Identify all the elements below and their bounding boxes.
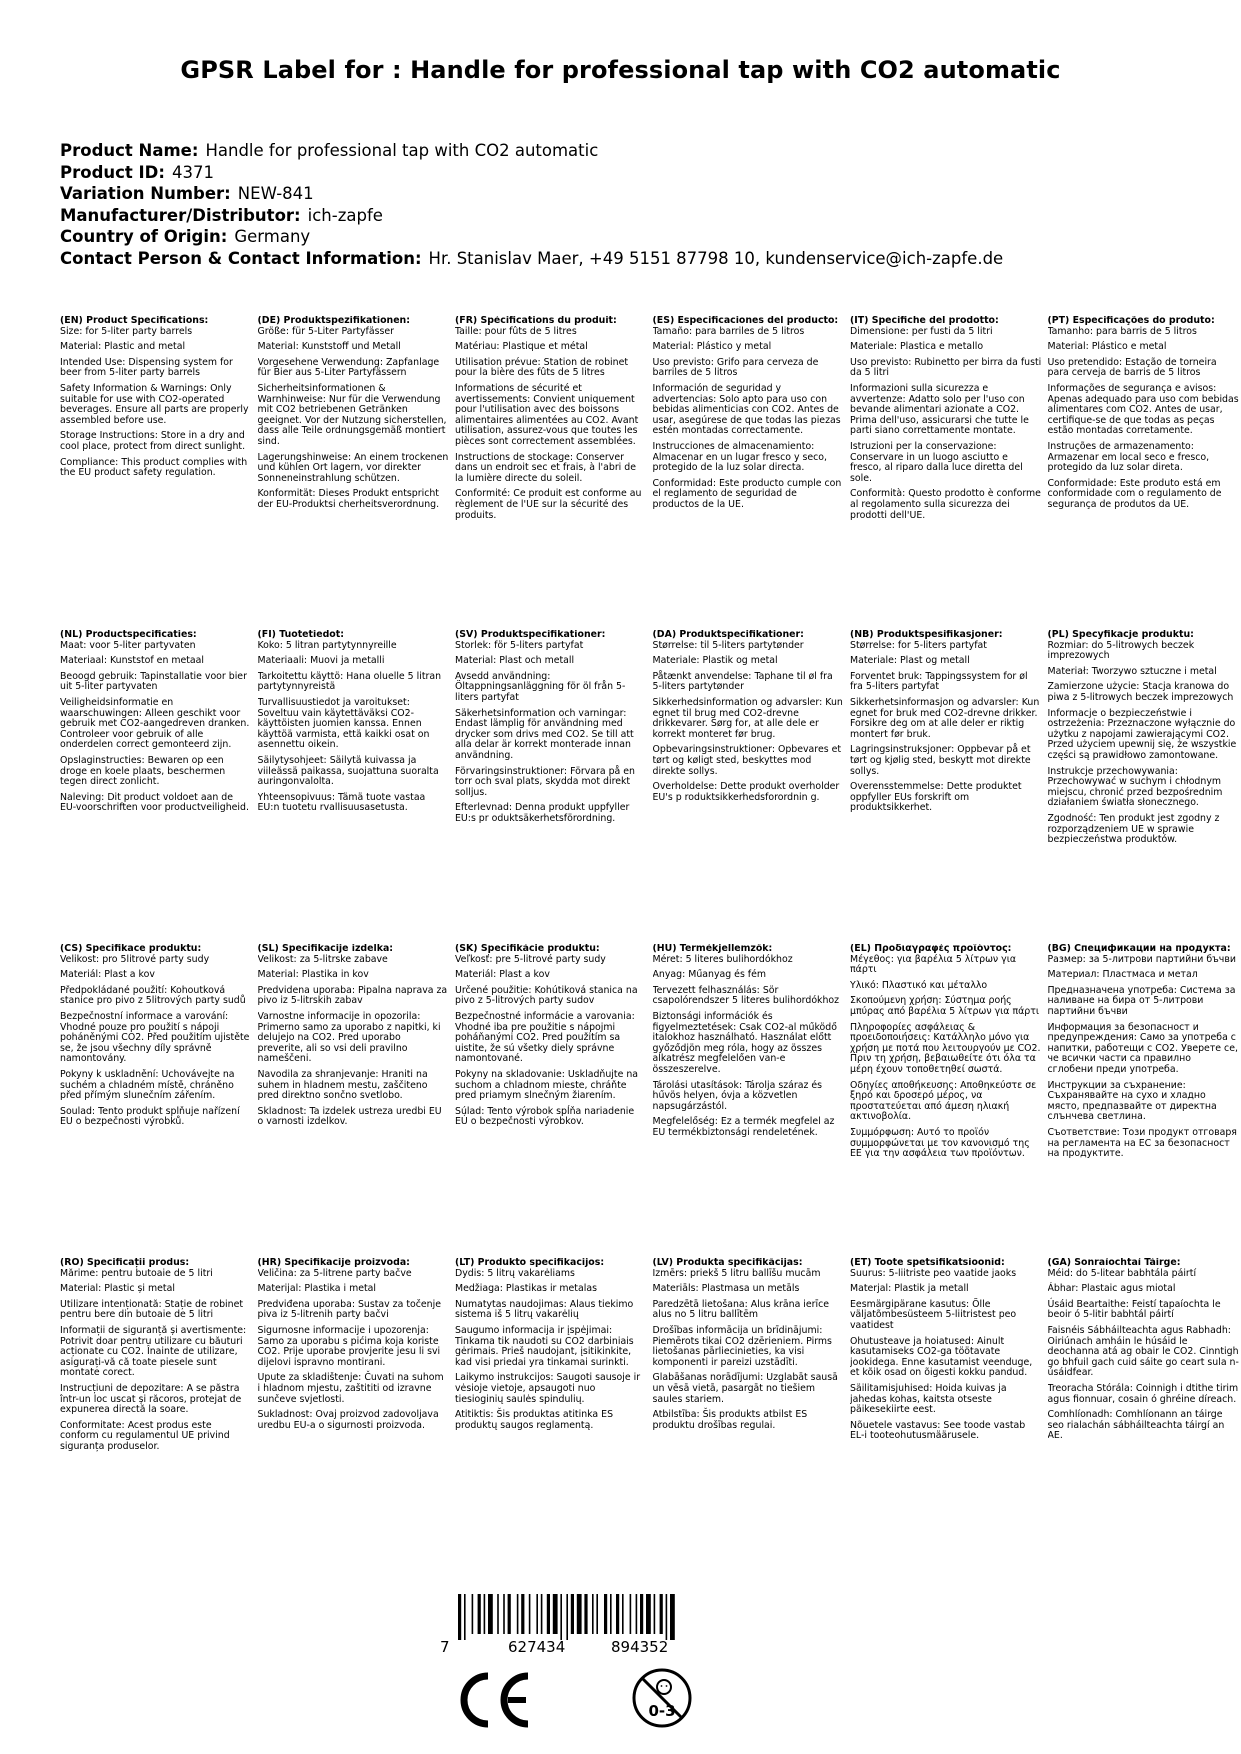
spec-block xyxy=(455,630,653,944)
spec-paragraph: Materiál: Plast a kov xyxy=(60,969,155,981)
spec-heading: (SV) Produktspecifikationer: xyxy=(455,630,606,640)
barcode-bar xyxy=(541,1594,543,1634)
spec-paragraph: Istruzioni per la conservazione: Conservare in un luogo asciutto e fresco, al riparo dalla luce diretta del sole. xyxy=(850,440,1023,484)
spec-paragraph: Pokyny na skladovanie: Uskladňujte na suchom a chladnom mieste, chráňte pred priamym slnečným žiarením. xyxy=(455,1068,639,1102)
spec-paragraph: Информация за безопасност и предупреждения: Само за употреба с напитки, работещи с CO2. Уверете се, че всички части са правилно сглобени преди употреба. xyxy=(1047,1021,1238,1075)
spec-row xyxy=(60,944,1240,1258)
spec-paragraph: Bezpečnostní informace a varování: Vhodné pouze pro použití s nápoji poháněnými CO2. Před použitím ujistěte se, že jsou všechny díly správně namontovány. xyxy=(60,1010,250,1065)
contact-value: Hr. Stanislav Maer, +49 5151 87798 10, kundenservice@ich-zapfe.de xyxy=(428,248,1004,268)
spec-paragraph: Größe: für 5-Liter Partyfässer xyxy=(257,325,394,337)
spec-paragraph: Lagerungshinweise: An einem trockenen und kühlen Ort lagern, vor direkter Sonneneinstrahlung schützen. xyxy=(257,451,449,484)
spec-paragraph: Conformitate: Acest produs este conform cu regulamentul UE privind siguranța produselor. xyxy=(60,1419,230,1452)
barcode-bar xyxy=(630,1594,632,1634)
product-info xyxy=(60,140,1003,269)
spec-paragraph: Méid: do 5-litear babhtála páirtí xyxy=(1047,1267,1197,1279)
barcode-bar xyxy=(521,1594,524,1634)
spec-paragraph: Velikost: pro 5litrové party sudy xyxy=(60,953,210,965)
spec-block xyxy=(258,944,456,1258)
spec-row xyxy=(60,630,1240,944)
spec-paragraph: Størrelse: for 5-liters partyfat xyxy=(850,639,987,651)
compliance-marks xyxy=(450,1666,710,1736)
spec-paragraph: Instrucciones de almacenamiento: Almacenar en un lugar fresco y seco, protegido de la luz solar directa. xyxy=(652,440,827,474)
barcode-bar xyxy=(610,1594,612,1634)
spec-block xyxy=(60,316,258,630)
barcode-bar xyxy=(670,1594,675,1640)
manufacturer-label: Manufacturer/Distributor: xyxy=(60,205,301,225)
spec-paragraph: Conformidad: Este producto cumple con el reglamento de seguridad de productos de la UE. xyxy=(652,477,842,510)
spec-paragraph: Konformität: Dieses Produkt entspricht der EU-Produktsi cherheitsverordnung. xyxy=(257,488,440,510)
spec-paragraph: Size: for 5-liter party barrels xyxy=(60,325,193,337)
spec-paragraph: Veľkosť: pre 5-litrové party sudy xyxy=(455,953,606,965)
spec-heading: (GA) Sonraíochtaí Táirge: xyxy=(1047,1258,1181,1268)
spec-paragraph: Soulad: Tento produkt splňuje nařízení EU o bezpečnosti výrobků. xyxy=(60,1105,240,1128)
spec-paragraph: Material: Plástico y metal xyxy=(652,341,772,353)
product-name-row xyxy=(60,140,1003,162)
barcode-bar xyxy=(592,1594,594,1634)
barcode-bar xyxy=(622,1594,624,1634)
spec-paragraph: Pokyny k uskladnění: Uchovávejte na suchém a chladném místě, chráněno před přímým slunečním zářením. xyxy=(60,1068,235,1102)
spec-heading: (PT) Especificações do produto: xyxy=(1047,316,1215,326)
barcode-bar xyxy=(577,1594,582,1634)
spec-heading: (ET) Toote spetsifikatsioonid: xyxy=(850,1258,1005,1268)
barcode-bar xyxy=(536,1594,538,1634)
spec-paragraph: Informazioni sulla sicurezza e avvertenze: Adatto solo per l'uso con bevande alimentari azionate a CO2. Prima dell'uso, assicurarsi che tutte le parti siano correttamente montate. xyxy=(850,382,1029,437)
spec-paragraph: Eesmärgipärane kasutus: Õlle väljatõmbesüsteem 5-liitristest peo vaatidest xyxy=(850,1298,1017,1331)
country-row xyxy=(60,226,1003,248)
spec-paragraph: Ohutusteave ja hoiatused: Ainult kasutamiseks CO2-ga töötavate jookidega. Enne kasutamist veenduge, et kõik osad on õigesti kokku pandud. xyxy=(850,1335,1033,1379)
spec-paragraph: Matériau: Plastique et métal xyxy=(455,341,588,353)
spec-paragraph: Μέγεθος: για βαρέλια 5 λίτρων για πάρτι xyxy=(850,953,1017,976)
spec-paragraph: Uso previsto: Rubinetto per birra da fusti da 5 litri xyxy=(850,356,1042,379)
spec-block xyxy=(455,316,653,630)
spec-paragraph: Comhlíonadh: Comhlíonann an táirge seo rialachán sábháilteachta táirgí an AE. xyxy=(1047,1409,1225,1442)
variation-number-label: Variation Number: xyxy=(60,184,231,203)
spec-paragraph: Naleving: Dit product voldoet aan de EU-voorschriften voor productveiligheid. xyxy=(60,791,249,814)
spec-paragraph: Συμμόρφωση: Αυτό το προϊόν συμμορφώνεται με τον κανονισμό της ΕΕ για την ασφάλεια των προϊόντων. xyxy=(850,1126,1030,1160)
spec-paragraph: Instructions de stockage: Conserver dans un endroit sec et frais, à l'abri de la lumière directe du soleil. xyxy=(455,451,636,484)
barcode-right-digits: 894352 xyxy=(611,1638,669,1656)
spec-paragraph: Forventet bruk: Tappingssystem for øl fra 5-liters partyfat xyxy=(850,670,1028,693)
spec-paragraph: Conformità: Questo prodotto è conforme al regolamento sulla sicurezza dei prodotti dell'UE. xyxy=(850,488,1041,521)
spec-paragraph: Určené použitie: Kohútiková stanica na pivo z 5-litrových party sudov xyxy=(455,984,638,1007)
spec-paragraph: Turvallisuustiedot ja varoitukset: Soveltuu vain käytettäväksi CO2-käyttöisten juomien kanssa. Ennen käyttöä varmista, että kaikki osat on asennettu oikein. xyxy=(257,696,430,751)
spec-paragraph: Sikkerhedsinformation og advarsler: Kun egnet til brug med CO2-drevne drikkevarer. Sørg for, at alle dele er korrekt monteret før brug. xyxy=(652,696,843,740)
spec-block xyxy=(60,1258,258,1572)
spec-heading: (HU) Termékjellemzők: xyxy=(652,944,773,954)
spec-block xyxy=(455,944,653,1258)
spec-paragraph: Dimensione: per fusti da 5 litri xyxy=(850,325,993,337)
spec-paragraph: Σκοπούμενη χρήση: Σύστημα ροής μπύρας από βαρέλια 5 λίτρων για πάρτι xyxy=(850,995,1040,1017)
spec-paragraph: Material: Plastic și metal xyxy=(60,1283,175,1295)
spec-paragraph: Materijal: Plastika i metal xyxy=(257,1283,376,1295)
barcode-bar xyxy=(560,1594,562,1640)
spec-block xyxy=(1048,630,1241,944)
product-id-row xyxy=(60,162,1003,184)
spec-paragraph: Atbilstība: Šis produkts atbilst ES produktu drošības regulai. xyxy=(652,1409,808,1431)
spec-block xyxy=(1048,316,1241,630)
spec-paragraph: Predviđena uporaba: Sustav za točenje piva iz 5-litrenih party bačvi xyxy=(257,1298,441,1321)
spec-paragraph: Información de seguridad y advertencias: Solo apto para uso con bebidas alimenticias con CO2. Antes de usar, asegúrese de que todas las piezas estén montadas correctamente. xyxy=(652,382,841,437)
spec-paragraph: Úsáid Beartaithe: Feistí tapaíochta le beoir ó 5-litir babhtál páirtí xyxy=(1047,1298,1221,1321)
spec-paragraph: Opbevaringsinstruktioner: Opbevares et tørt og køligt sted, beskyttes mod direkte sollys. xyxy=(652,744,842,777)
spec-paragraph: Инструкции за съхранение: Съхранявайте на сухо и хладно място, предпазвайте от директна слънчева светлина. xyxy=(1047,1079,1217,1123)
spec-paragraph: Anyag: Műanyag és fém xyxy=(652,969,767,981)
barcode-bar xyxy=(497,1594,499,1634)
barcode-bar xyxy=(478,1594,481,1634)
spec-heading: (FI) Tuotetiedot: xyxy=(257,630,344,640)
spec-paragraph: Tamaño: para barriles de 5 litros xyxy=(652,325,805,337)
spec-paragraph: Størrelse: til 5-liters partytønder xyxy=(652,639,804,651)
spec-paragraph: Dydis: 5 litrų vakarėliams xyxy=(455,1267,575,1279)
spec-row xyxy=(60,1258,1240,1572)
spec-paragraph: Paredzētā lietošana: Alus krāna ierīce alus no 5 litru ballītēm xyxy=(652,1298,830,1321)
barcode-bar xyxy=(553,1594,558,1634)
spec-paragraph: Materjal: Plastik ja metall xyxy=(850,1283,969,1295)
spec-paragraph: Säilitamisjuhised: Hoida kuivas ja jahedas kohas, kaitsta otseste päikesekiirte eest. xyxy=(850,1382,1007,1416)
spec-paragraph: Drošības informācija un brīdinājumi: Piemērots tikai CO2 dzērieniem. Pirms lietošanas pārliecinieties, ka visi komponenti ir pareizi uzstādīti. xyxy=(652,1324,832,1368)
spec-paragraph: Saugumo informacija ir įspėjimai: Tinkama tik naudoti su CO2 darbiniais gėrimais. Prieš naudojant, įsitikinkite, kad visi priedai yra tinkamai surinkti. xyxy=(455,1324,634,1368)
spec-paragraph: Storage Instructions: Store in a dry and cool place, protect from direct sunlight. xyxy=(60,430,246,452)
spec-paragraph: Lagringsinstruksjoner: Oppbevar på et tørt og kjølig sted, beskytt mot direkte sollys. xyxy=(850,744,1031,777)
not-for-children-0-3-icon xyxy=(630,1666,694,1730)
spec-paragraph: Material: Plástico e metal xyxy=(1047,341,1167,353)
spec-paragraph: Materiaali: Muovi ja metalli xyxy=(257,655,385,667)
spec-paragraph: Suurus: 5-liitriste peo vaatide jaoks xyxy=(850,1267,1017,1279)
spec-paragraph: Zgodność: Ten produkt jest zgodny z rozporządzeniem UE w sprawie bezpieczeństwa produktów. xyxy=(1047,812,1220,846)
spec-paragraph: Predvidena uporaba: Pipalna naprava za pivo iz 5-litrskih zabav xyxy=(257,984,448,1007)
barcode-bar xyxy=(616,1594,619,1634)
spec-paragraph: Съответствие: Този продукт отговаря на регламента на ЕС за безопасност на продуктите. xyxy=(1047,1126,1237,1160)
spec-paragraph: Informations de sécurité et avertissements: Convient uniquement pour l'utilisation avec des boissons alimentaires alimentées au CO2. Avant utilisation, assurez-vous que toutes les pièces sont correctement assemblées. xyxy=(455,382,639,447)
barcode-bar xyxy=(596,1594,598,1634)
spec-paragraph: Zamierzone użycie: Stacja kranowa do piwa z 5-litrowych beczek imprezowych xyxy=(1047,681,1234,703)
spec-paragraph: Informações de segurança e avisos: Apenas adequado para uso com bebidas alimentares com CO2. Antes de usar, certifique-se de que todas as peças estão montadas corretamente. xyxy=(1047,382,1239,437)
spec-paragraph: Conformité: Ce produit est conforme au règlement de l'UE sur la sécurité des produits. xyxy=(455,488,642,521)
contact-row xyxy=(60,248,1003,270)
spec-paragraph: Sukladnost: Ovaj proizvod zadovoljava uredbu EU-a o sigurnosti proizvoda. xyxy=(257,1409,439,1431)
spec-heading: (LT) Produkto specifikacijos: xyxy=(455,1258,605,1268)
barcode-bar xyxy=(654,1594,656,1634)
spec-paragraph: Faisnéis Sábháilteachta agus Rabhadh: Oiriúnach amháin le húsáid le deochanna atá ag obair le CO2. Cinntigh go bhfuil gach cuid sáite go ceart sula n-úsáidfear. xyxy=(1047,1324,1239,1379)
barcode-bars xyxy=(440,1594,730,1640)
product-name-value: Handle for professional tap with CO2 automatic xyxy=(205,141,599,160)
spec-heading: (SL) Specifikacije izdelka: xyxy=(257,944,394,954)
barcode-bar xyxy=(464,1594,466,1640)
contact-label: Contact Person & Contact Information: xyxy=(60,248,422,268)
ce-mark-icon xyxy=(454,1670,534,1730)
barcode-bar xyxy=(636,1594,638,1634)
country-value: Germany xyxy=(234,227,311,246)
variation-number-row xyxy=(60,183,1003,205)
barcode-bar xyxy=(584,1594,587,1634)
spec-paragraph: Beoogd gebruik: Tapinstallatie voor bier uit 5-liter partyvaten xyxy=(60,670,247,693)
spec-paragraph: Efterlevnad: Denna produkt uppfyller EU:s pr oduktsäkerhetsförordning. xyxy=(455,802,630,824)
spec-paragraph: Mărime: pentru butoaie de 5 litri xyxy=(60,1267,213,1279)
spec-block xyxy=(60,944,258,1258)
spec-paragraph: Biztonsági információk és figyelmeztetések: Csak CO2-al működő italokhoz használható. Használat előtt győződjön meg róla, hogy az összes alkatrész megfelelően van-e összeszerelve. xyxy=(652,1010,837,1075)
spec-paragraph: Material: Plastic and metal xyxy=(60,341,186,353)
spec-paragraph: Materiale: Plastica e metallo xyxy=(850,341,984,353)
spec-paragraph: Sigurnosne informacije i upozorenja: Samo za uporabu s pićima koja koriste CO2. Prije uporabe provjerite jesu li svi dijelovi ispravno montirani. xyxy=(257,1324,441,1368)
spec-paragraph: Materiale: Plast og metall xyxy=(850,655,970,667)
spec-block xyxy=(60,630,258,944)
country-label: Country of Origin: xyxy=(60,227,228,246)
barcode-bar xyxy=(646,1594,651,1634)
spec-paragraph: Materiál: Plast a kov xyxy=(455,969,550,981)
spec-heading: (FR) Spécifications du produit: xyxy=(455,316,617,326)
spec-paragraph: Veličina: za 5-litrene party bačve xyxy=(257,1267,412,1279)
spec-paragraph: Material: Plastika in kov xyxy=(257,969,369,981)
spec-paragraph: Compliance: This product complies with the EU product safety regulation. xyxy=(60,456,248,479)
spec-paragraph: Tervezett felhasználás: Sör csapolórendszer 5 literes bulihordókhoz xyxy=(652,984,840,1007)
spec-paragraph: Informații de siguranță și avertismente: Potrivit doar pentru utilizare cu băuturi acționate cu CO2. Înainte de utilizare, asigurați-vă că toate piesele sunt montate corect. xyxy=(60,1324,247,1379)
spec-paragraph: Navodila za shranjevanje: Hraniti na suhem in hladnem mestu, zaščiteno pred direktno sončno svetlobo. xyxy=(257,1068,428,1102)
barcode-bar xyxy=(571,1594,574,1634)
spec-heading: (LV) Produkta specifikācijas: xyxy=(652,1258,803,1268)
spec-grid xyxy=(60,316,1240,1572)
spec-heading: (BG) Спецификации на продукта: xyxy=(1047,944,1231,954)
spec-paragraph: Overensstemmelse: Dette produktet oppfyller EUs forskrift om produktsikkerhet. xyxy=(850,781,1022,814)
barcode-bar xyxy=(503,1594,505,1634)
variation-number-value: NEW-841 xyxy=(237,184,314,203)
spec-paragraph: Súlad: Tento výrobok spĺňa nariadenie EÚ o bezpečnosti výrobkov. xyxy=(455,1105,635,1128)
spec-paragraph: Tarkoitettu käyttö: Hana oluelle 5 litran partytynnyreistä xyxy=(257,670,442,693)
spec-paragraph: Instruções de armazenamento: Armazenar em local seco e fresco, protegido da luz solar direta. xyxy=(1047,440,1210,474)
spec-block xyxy=(258,630,456,944)
barcode-bar xyxy=(529,1594,531,1634)
barcode-left-digits: 627434 xyxy=(508,1638,566,1656)
spec-paragraph: Skladnost: Ta izdelek ustreza uredbi EU o varnosti izdelkov. xyxy=(257,1105,442,1128)
spec-paragraph: Предназначена употреба: Система за наливане на бира от 5-литрови партийни бъчви xyxy=(1047,984,1236,1017)
spec-paragraph: Uso previsto: Grifo para cerveza de barriles de 5 litros xyxy=(652,356,819,379)
product-id-value: 4371 xyxy=(171,162,214,182)
page-title: GPSR Label for : Handle for professional tap with CO2 automatic xyxy=(180,56,1061,84)
spec-heading: (EL) Προδιαγραφές προϊόντος: xyxy=(850,944,1012,954)
spec-paragraph: Overholdelse: Dette produkt overholder EU's p roduktsikkerhedsforordnin g. xyxy=(652,781,840,803)
spec-paragraph: Varnostne informacije in opozorila: Primerno samo za uporabo z napitki, ki delujejo na CO2. Pred uporabo preverite, ali so vsi deli pravilno nameščeni. xyxy=(257,1010,441,1065)
spec-paragraph: Υλικό: Πλαστικό και μέταλλο xyxy=(850,979,988,991)
spec-paragraph: Instrukcje przechowywania: Przechowywać w suchym i chłodnym miejscu, chronić przed bezpośrednim działaniem światła słonecznego. xyxy=(1047,765,1223,809)
spec-paragraph: Vorgesehene Verwendung: Zapfanlage für Bier aus 5-Liter Partyfässern xyxy=(257,356,440,379)
spec-paragraph: Uso pretendido: Estação de torneira para cerveja de barris de 5 litros xyxy=(1047,356,1217,379)
barcode-bar xyxy=(472,1594,474,1634)
spec-paragraph: Laikymo instrukcijos: Saugoti sausoje ir vėsioje vietoje, apsaugoti nuo tiesioginių saulės spindulių. xyxy=(455,1372,641,1405)
spec-heading: (PL) Specyfikacje produktu: xyxy=(1047,630,1194,640)
spec-block xyxy=(850,944,1048,1258)
barcode-lead-digit: 7 xyxy=(440,1638,450,1656)
spec-paragraph: Πληροφορίες ασφάλειας & προειδοποιήσεις: Κατάλληλο μόνο για χρήση με ποτά που λειτουργούν με CO2. Πριν τη χρήση, βεβαιωθείτε ότι όλα τα μέρη έχουν τοποθετηθεί σωστά. xyxy=(850,1021,1041,1075)
age-warning-label: 0-3 xyxy=(648,1702,676,1720)
spec-paragraph: Sicherheitsinformationen & Warnhinweise: Nur für die Verwendung mit CO2 betriebenen Getränken geeignet. Vor der Nutzung sicherstellen, dass alle Teile ordnungsgemäß montiert sind. xyxy=(257,382,447,447)
spec-paragraph: Informacje o bezpieczeństwie i ostrzeżenia: Przeznaczone wyłącznie do użytku z napojami zawierającymi CO2. Przed użyciem upewnij się, że wszystkie części są prawidłowo zamontowane. xyxy=(1047,707,1237,761)
spec-paragraph: Maat: voor 5-liter partyvaten xyxy=(60,639,196,651)
spec-paragraph: Safety Information & Warnings: Only suitable for use with CO2-operated beverages. Ensure all parts are properly assembled before use. xyxy=(60,382,249,426)
spec-paragraph: Yhteensopivuus: Tämä tuote vastaa EU:n tuotetu rvallisuusasetusta. xyxy=(257,791,426,814)
spec-heading: (EN) Product Specifications: xyxy=(60,316,209,326)
spec-paragraph: Materiał: Tworzywo sztuczne i metal xyxy=(1047,665,1217,677)
spec-paragraph: Utilisation prévue: Station de robinet pour la bière des fûts de 5 litres xyxy=(455,356,629,379)
spec-paragraph: Atitiktis: Šis produktas atitinka ES produktų saugos reglamentą. xyxy=(455,1409,614,1431)
spec-paragraph: Glabāšanas norādījumi: Uzglabāt sausā un vēsā vietā, pasargāt no tiešiem saules stariem. xyxy=(652,1372,838,1405)
barcode-bar xyxy=(660,1594,663,1634)
manufacturer-row xyxy=(60,205,1003,227)
spec-heading: (SK) Špecifikácie produktu: xyxy=(455,944,600,954)
spec-paragraph: Megfelelőség: Ez a termék megfelel az EU termékbiztonsági rendeletének. xyxy=(652,1116,835,1138)
spec-paragraph: Materiaal: Kunststof en metaal xyxy=(60,655,205,667)
spec-paragraph: Předpokládané použití: Kohoutková stanice pro pivo z 5litrových party sudů xyxy=(60,984,246,1007)
spec-paragraph: Opslaginstructies: Bewaren op een droge en koele plaats, beschermen tegen direct zonlicht. xyxy=(60,754,226,788)
spec-block xyxy=(850,1258,1048,1572)
spec-heading: (RO) Specificații produs: xyxy=(60,1258,190,1268)
barcode-bar xyxy=(508,1594,511,1634)
barcode-bar xyxy=(547,1594,550,1634)
barcode-bar xyxy=(604,1594,607,1634)
barcode-bar xyxy=(640,1594,643,1634)
spec-heading: (HR) Specifikacije proizvoda: xyxy=(257,1258,410,1268)
spec-block xyxy=(653,316,851,630)
spec-paragraph: Ábhar: Plastaic agus miotal xyxy=(1047,1283,1176,1295)
spec-block xyxy=(653,1258,851,1572)
barcode-bar xyxy=(488,1594,493,1634)
product-id-label: Product ID: xyxy=(60,162,165,182)
spec-paragraph: Intended Use: Dispensing system for beer from 5-liter party barrels xyxy=(60,356,233,379)
spec-paragraph: Méret: 5 literes bulihordókhoz xyxy=(652,953,793,965)
spec-paragraph: Avsedd användning: Öltappningsanläggning för öl från 5-liters partyfat xyxy=(455,670,626,703)
spec-paragraph: Materiāls: Plastmasa un metāls xyxy=(652,1283,800,1295)
spec-paragraph: Materiale: Plastik og metal xyxy=(652,655,778,667)
spec-heading: (IT) Specifiche del prodotto: xyxy=(850,316,999,326)
spec-block xyxy=(1048,1258,1241,1572)
spec-block xyxy=(653,630,851,944)
barcode xyxy=(440,1594,730,1654)
spec-row xyxy=(60,316,1240,630)
spec-paragraph: Taille: pour fûts de 5 litres xyxy=(455,325,577,337)
spec-block xyxy=(1048,944,1241,1258)
spec-block xyxy=(455,1258,653,1572)
spec-paragraph: Påtænkt anvendelse: Taphane til øl fra 5-liters partytønder xyxy=(652,670,833,693)
barcode-bar xyxy=(666,1594,668,1640)
spec-heading: (DE) Produktspezifikationen: xyxy=(257,316,410,326)
spec-paragraph: Tárolási utasítások: Tárolja száraz és hűvös helyen, óvja a közvetlen napsugárzástól. xyxy=(652,1079,823,1112)
spec-paragraph: Material: Plast och metall xyxy=(455,655,575,667)
spec-paragraph: Medžiaga: Plastikas ir metalas xyxy=(455,1283,597,1295)
spec-heading: (DA) Produktspecifikationer: xyxy=(652,630,804,640)
spec-paragraph: Izmērs: priekš 5 litru ballīšu mucām xyxy=(652,1267,821,1279)
spec-paragraph: Материал: Пластмаса и метал xyxy=(1047,969,1198,981)
manufacturer-value: ich-zapfe xyxy=(307,205,383,225)
spec-paragraph: Veiligheidsinformatie en waarschuwingen: Alleen geschikt voor gebruik met CO2-aangedreven dranken. Controleer voor gebruik of alle onderdelen correct gemonteerd zijn. xyxy=(60,696,250,751)
spec-heading: (ES) Especificaciones del producto: xyxy=(652,316,839,326)
barcode-bar xyxy=(458,1594,461,1640)
spec-heading: (CS) Specifikace produktu: xyxy=(60,944,202,954)
spec-block xyxy=(258,1258,456,1572)
spec-block xyxy=(653,944,851,1258)
spec-heading: (NL) Productspecificaties: xyxy=(60,630,197,640)
spec-block xyxy=(850,630,1048,944)
spec-paragraph: Conformidade: Este produto está em conformidade com o regulamento de segurança de produtos da UE. xyxy=(1047,477,1222,510)
spec-paragraph: Sikkerhetsinformasjon og advarsler: Kun egnet for bruk med CO2-drevne drikker. Forsikre deg om at alle deler er riktig montert før bruk. xyxy=(850,696,1040,740)
spec-paragraph: Nõuetele vastavus: See toode vastab EL-i tooteohutusmäärusele. xyxy=(850,1419,1026,1442)
spec-paragraph: Utilizare intenționată: Stație de robinet pentru bere din butoaie de 5 litri xyxy=(60,1298,244,1321)
spec-paragraph: Размер: за 5-литрови партийни бъчви xyxy=(1047,953,1236,965)
spec-paragraph: Säilytysohjeet: Säilytä kuivassa ja viileässä paikassa, suojattuna suoralta auringonvalolta. xyxy=(257,754,439,788)
spec-paragraph: Rozmiar: do 5-litrowych beczek imprezowych xyxy=(1047,639,1195,662)
spec-paragraph: Koko: 5 litran partytynnyreille xyxy=(257,639,397,651)
spec-paragraph: Upute za skladištenje: Čuvati na suhom i hladnom mjestu, zaštititi od izravne sunčeve svjetlosti. xyxy=(257,1372,444,1405)
barcode-bar xyxy=(566,1594,568,1640)
barcode-bar xyxy=(484,1594,486,1634)
spec-heading: (NB) Produktspesifikasjoner: xyxy=(850,630,1003,640)
product-name-label: Product Name: xyxy=(60,141,199,160)
barcode-bar xyxy=(517,1594,519,1634)
spec-paragraph: Förvaringsinstruktioner: Förvara på en torr och sval plats, skydda mot direkt solljus. xyxy=(455,765,635,798)
spec-paragraph: Treoracha Stórála: Coinnigh i dtithe tirim agus fionnuar, cosain ó ghréine díreach. xyxy=(1047,1382,1239,1405)
spec-paragraph: Säkerhetsinformation och varningar: Endast lämplig för användning med drycker som drivs med CO2. Se till att alla delar är korrekt monterade innan användning. xyxy=(455,707,634,761)
spec-block xyxy=(850,316,1048,630)
spec-paragraph: Bezpečnostné informácie a varovania: Vhodné iba pre použitie s nápojmi poháňanými CO2. Pred použitím sa uistite, že sú všetky diely správne namontované. xyxy=(455,1010,635,1065)
spec-paragraph: Οδηγίες αποθήκευσης: Αποθηκεύστε σε ξηρό και δροσερό μέρος, να προστατεύεται από άμεση ηλιακή ακτινοβολία. xyxy=(850,1079,1037,1123)
spec-paragraph: Storlek: för 5-liters partyfat xyxy=(455,639,584,651)
spec-block xyxy=(258,316,456,630)
spec-paragraph: Instrucțiuni de depozitare: A se păstra într-un loc uscat și răcoros, protejat de expunerea directă la soare. xyxy=(60,1382,242,1416)
spec-paragraph: Material: Kunststoff und Metall xyxy=(257,341,401,353)
spec-paragraph: Tamanho: para barris de 5 litros xyxy=(1047,325,1197,337)
spec-paragraph: Velikost: za 5-litrske zabave xyxy=(257,953,388,965)
spec-paragraph: Numatytas naudojimas: Alaus tiekimo sistema iš 5 litrų vakarėlių xyxy=(455,1298,634,1321)
